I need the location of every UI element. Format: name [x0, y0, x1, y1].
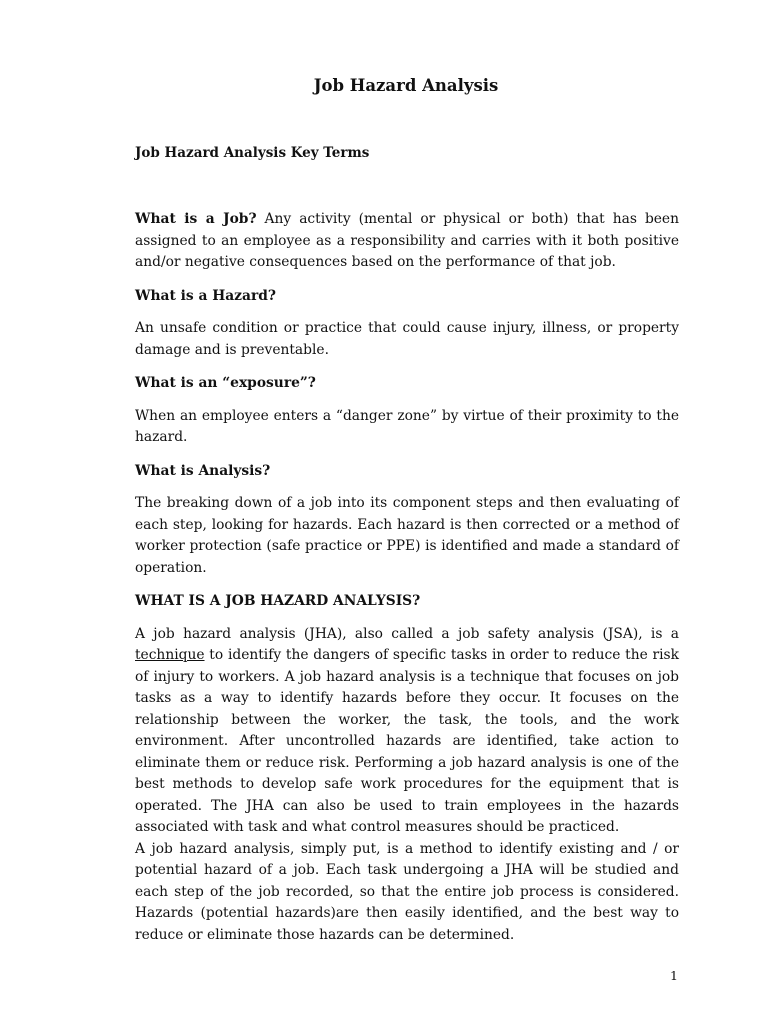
- exposure-question: What is an “exposure”?: [135, 375, 316, 391]
- hazard-text: An unsafe condition or practice that could cause injury, illness, or property damage and is preventable.: [135, 320, 679, 358]
- jha-paragraph-2: A job hazard analysis, simply put, is a method to identify existing and / or potential hazard of a job. Each task undergoing a JHA will be studied and each step of the job recorded, so that the entire job process is considered. Hazards (potential hazards)are then easily identified, and the best way to reduce or eliminate those hazards can be determined.: [135, 840, 679, 943]
- page-number: 1: [670, 968, 678, 983]
- technique-link[interactable]: technique: [135, 647, 205, 663]
- document-title: Job Hazard Analysis: [313, 76, 499, 95]
- job-question: What is a Job?: [135, 211, 257, 227]
- exposure-text: When an employee enters a “danger zone” by virtue of their proximity to the hazard.: [135, 407, 679, 445]
- jha-heading: WHAT IS A JOB HAZARD ANALYSIS?: [135, 593, 421, 609]
- jha-paragraph-1: [135, 624, 679, 839]
- jha-p1-rest: to identify the dangers of specific tasks in order to reduce the risk of injury to workers. A job hazard analysis is a technique that focuses on job tasks as a way to identify hazards before they occur. It focuses on the relationship between the worker, the task, the tools, and the work environment. After uncontrolled hazards are identified, take action to eliminate them or reduce risk. Performing a job hazard analysis is one of the best methods to develop safe work procedures for the equipment that is operated. The JHA can also be used to train employees in the hazards associated with task and what control measures should be practiced.: [135, 647, 679, 835]
- analysis-question: What is Analysis?: [135, 462, 271, 479]
- job-text: Any activity (mental or physical or both) that has been assigned to an employee as a responsibility and carries with it both positive and/or negative consequences based on the performance of that job.: [135, 211, 679, 270]
- jha-p1-start: A job hazard analysis (JHA), also called a job safety analysis (JSA), is a: [135, 625, 679, 642]
- job-definition: [135, 209, 679, 274]
- hazard-question: What is a Hazard?: [135, 287, 276, 304]
- section-subtitle: Job Hazard Analysis Key Terms: [135, 145, 370, 161]
- analysis-text: The breaking down of a job into its component steps and then evaluating of each step, looking for hazards. Each hazard is then corrected or a method of worker protection (safe practice or PPE) is identified and made a standard of operation.: [135, 495, 679, 576]
- document-body: [135, 209, 679, 946]
